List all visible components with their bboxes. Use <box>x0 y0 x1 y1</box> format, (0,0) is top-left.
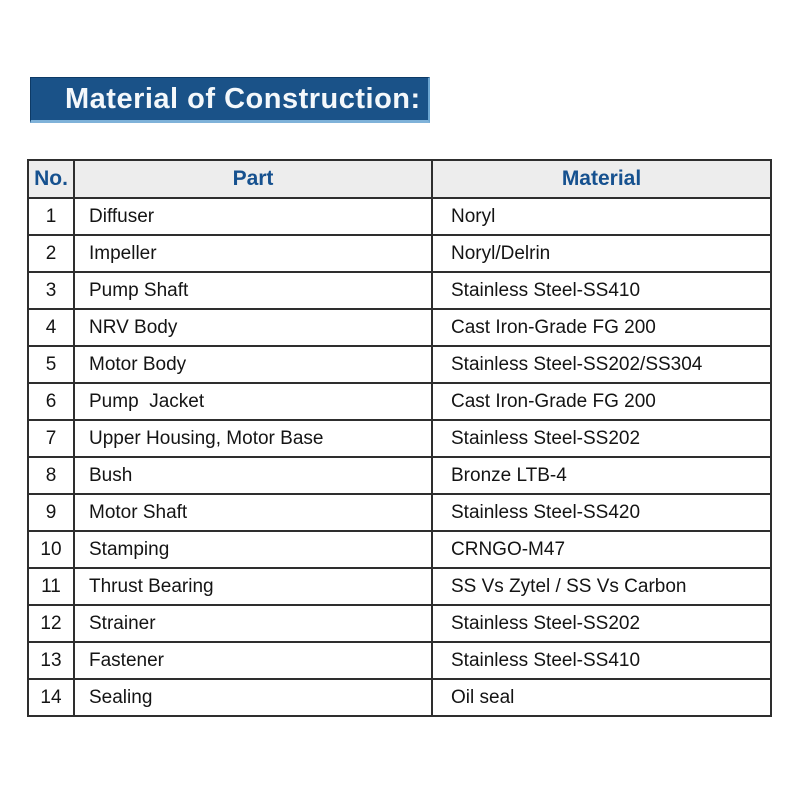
cell-material: Cast Iron-Grade FG 200 <box>432 383 771 420</box>
column-header-part: Part <box>74 160 432 198</box>
cell-no: 2 <box>28 235 74 272</box>
cell-material: Noryl <box>432 198 771 235</box>
table-row <box>28 494 771 531</box>
cell-part: Impeller <box>74 235 432 272</box>
cell-material: Stainless Steel-SS410 <box>432 642 771 679</box>
table-row <box>28 457 771 494</box>
column-header-material: Material <box>432 160 771 198</box>
table-row <box>28 198 771 235</box>
cell-no: 4 <box>28 309 74 346</box>
cell-part: Upper Housing, Motor Base <box>74 420 432 457</box>
table-row <box>28 346 771 383</box>
cell-material: Stainless Steel-SS410 <box>432 272 771 309</box>
cell-part: Diffuser <box>74 198 432 235</box>
title-banner <box>30 77 430 123</box>
cell-no: 1 <box>28 198 74 235</box>
cell-no: 12 <box>28 605 74 642</box>
cell-part: Strainer <box>74 605 432 642</box>
cell-material: Stainless Steel-SS202 <box>432 420 771 457</box>
table-body <box>28 198 771 716</box>
cell-no: 14 <box>28 679 74 716</box>
cell-part: Motor Shaft <box>74 494 432 531</box>
cell-no: 13 <box>28 642 74 679</box>
cell-material: Oil seal <box>432 679 771 716</box>
table-row <box>28 568 771 605</box>
cell-material: Stainless Steel-SS202 <box>432 605 771 642</box>
page-title: Material of Construction: <box>65 82 421 115</box>
cell-part: Stamping <box>74 531 432 568</box>
table-row <box>28 531 771 568</box>
cell-material: Bronze LTB-4 <box>432 457 771 494</box>
table-row <box>28 679 771 716</box>
table-row <box>28 309 771 346</box>
cell-part: Motor Body <box>74 346 432 383</box>
cell-part: NRV Body <box>74 309 432 346</box>
cell-no: 7 <box>28 420 74 457</box>
cell-part: Thrust Bearing <box>74 568 432 605</box>
cell-material: SS Vs Zytel / SS Vs Carbon <box>432 568 771 605</box>
cell-part: Fastener <box>74 642 432 679</box>
cell-no: 10 <box>28 531 74 568</box>
cell-part: Bush <box>74 457 432 494</box>
cell-material: Cast Iron-Grade FG 200 <box>432 309 771 346</box>
cell-no: 8 <box>28 457 74 494</box>
table-row <box>28 642 771 679</box>
cell-material: Noryl/Delrin <box>432 235 771 272</box>
cell-part: Sealing <box>74 679 432 716</box>
materials-table <box>27 159 772 717</box>
table-row <box>28 272 771 309</box>
cell-no: 9 <box>28 494 74 531</box>
table-row <box>28 420 771 457</box>
table-row <box>28 605 771 642</box>
cell-no: 3 <box>28 272 74 309</box>
column-header-no: No. <box>28 160 74 198</box>
cell-no: 11 <box>28 568 74 605</box>
table-row <box>28 235 771 272</box>
cell-no: 5 <box>28 346 74 383</box>
cell-material: CRNGO-M47 <box>432 531 771 568</box>
cell-no: 6 <box>28 383 74 420</box>
cell-material: Stainless Steel-SS420 <box>432 494 771 531</box>
cell-part: Pump Shaft <box>74 272 432 309</box>
cell-material: Stainless Steel-SS202/SS304 <box>432 346 771 383</box>
table-header-row <box>28 160 771 198</box>
cell-part: Pump Jacket <box>74 383 432 420</box>
table-row <box>28 383 771 420</box>
